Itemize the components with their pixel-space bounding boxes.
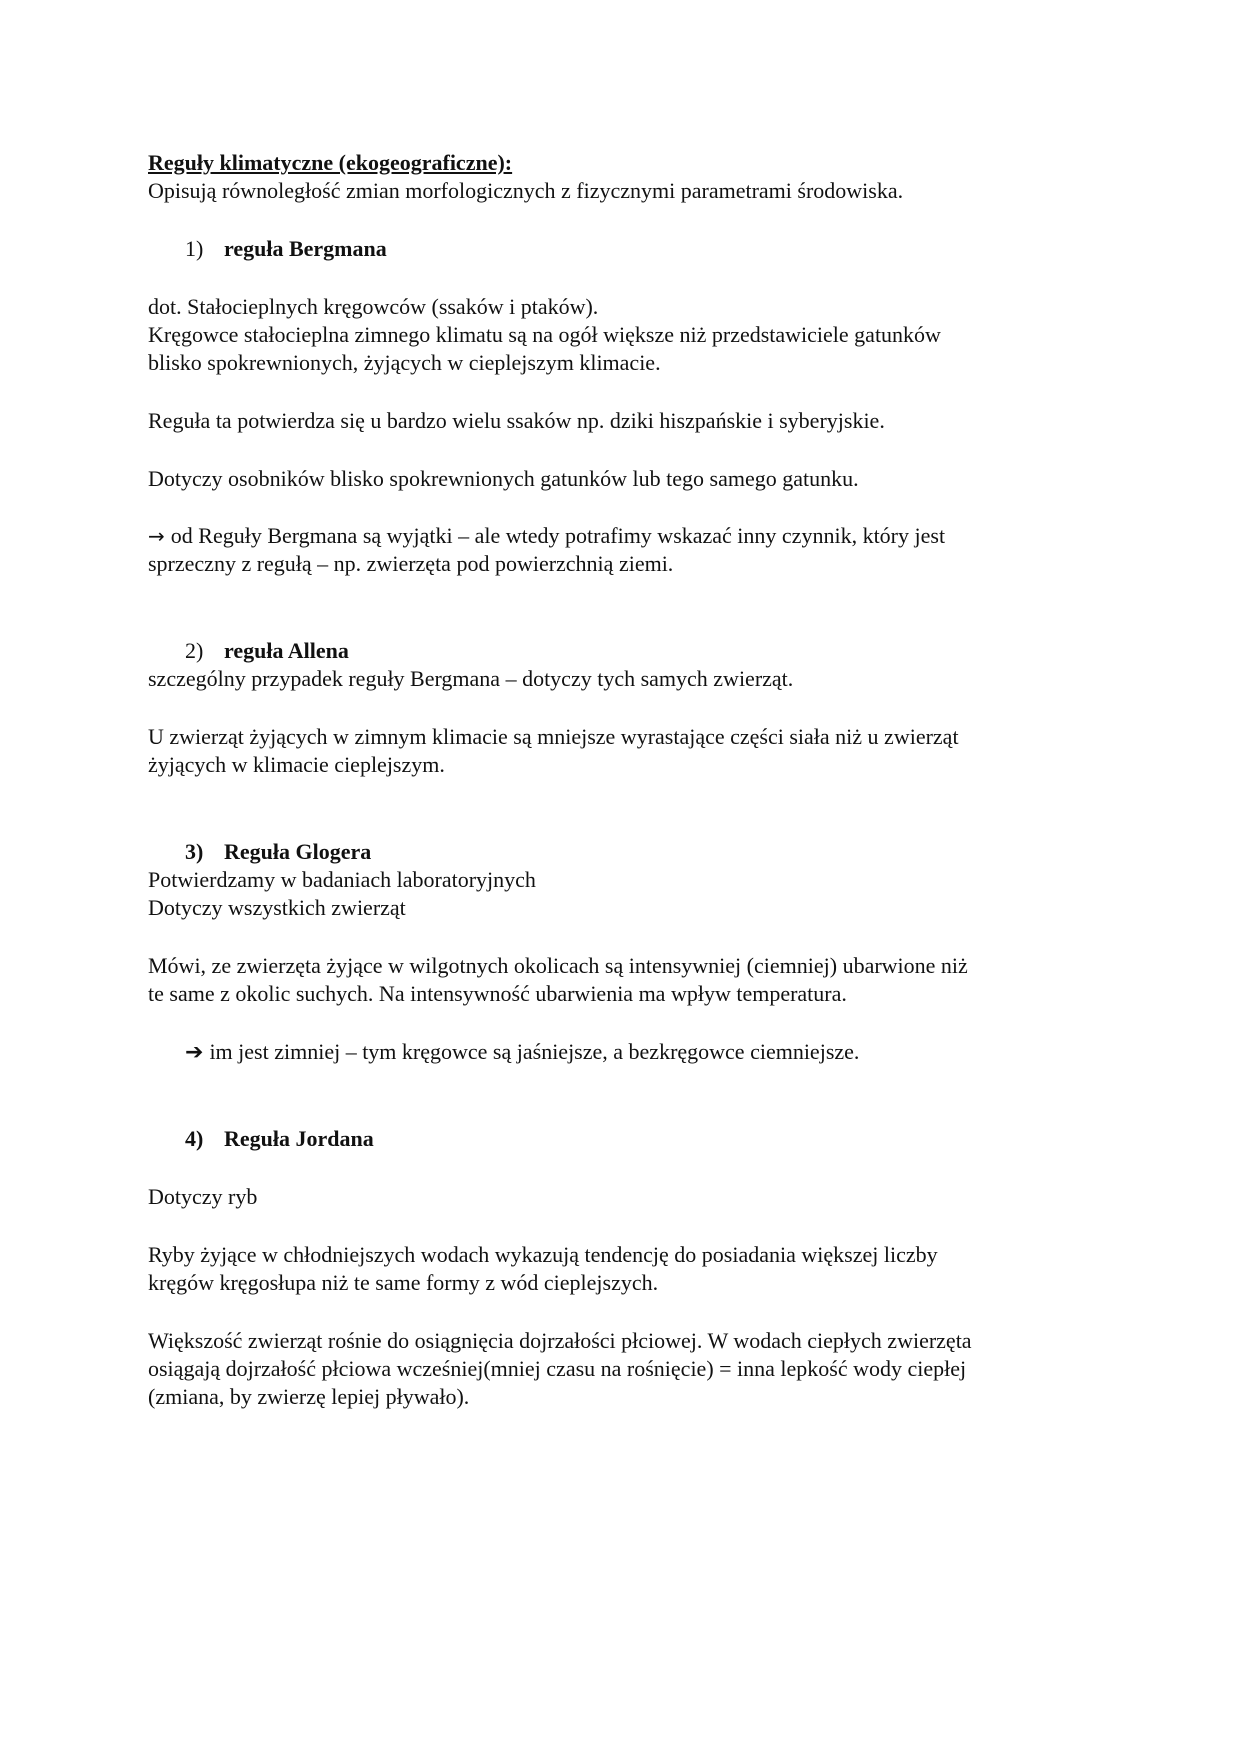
section-3-line: Dotyczy wszystkich zwierząt: [148, 895, 406, 920]
section-2-line: U zwierząt żyjących w zimnym klimacie są mniejsze wyrastające części siała niż u zwierząt: [148, 724, 959, 749]
section-4-line: Dotyczy ryb: [148, 1184, 258, 1209]
document-title: Reguły klimatyczne (ekogeograficzne):: [148, 150, 513, 175]
section-1-arrow-line: [148, 521, 945, 551]
arrow-right-icon: →: [148, 524, 165, 548]
section-1-line: dot. Stałocieplnych kręgowców (ssaków i ptaków).: [148, 294, 599, 319]
section-1-line: blisko spokrewnionych, żyjących w cieplejszym klimacie.: [148, 350, 661, 375]
section-3-heading: Reguła Glogera: [224, 839, 372, 864]
section-1-line: Reguła ta potwierdza się u bardzo wielu ssaków np. dziki hiszpańskie i syberyjskie.: [148, 408, 885, 433]
section-4-heading: Reguła Jordana: [224, 1126, 374, 1151]
section-4-line: Ryby żyjące w chłodniejszych wodach wykazują tendencję do posiadania większej liczby: [148, 1242, 938, 1267]
section-3-number: 3): [185, 839, 204, 864]
section-2-line: żyjących w klimacie cieplejszym.: [148, 752, 445, 777]
section-4-line: Większość zwierząt rośnie do osiągnięcia dojrzałości płciowej. W wodach ciepłych zwierzęta: [148, 1328, 972, 1353]
heavy-arrow-right-icon: ➔: [185, 1040, 204, 1065]
section-4-line: (zmiana, by zwierzę lepiej pływało).: [148, 1384, 470, 1409]
section-4-line: osiągają dojrzałość płciowa wcześniej(mniej czasu na rośnięcie) = inna lepkość wody ciepłej: [148, 1356, 967, 1381]
section-3-line: Mówi, ze zwierzęta żyjące w wilgotnych okolicach są intensywniej (ciemniej) ubarwione niż: [148, 953, 968, 978]
section-3-line: im jest zimniej – tym kręgowce są jaśniejsze, a bezkręgowce ciemniejsze.: [209, 1039, 860, 1064]
section-2-number: 2): [185, 638, 204, 663]
section-3-arrow-line: [185, 1037, 859, 1067]
section-4-line: kręgów kręgosłupa niż te same formy z wód cieplejszych.: [148, 1270, 659, 1295]
section-1-line: Kręgowce stałocieplna zimnego klimatu są na ogół większe niż przedstawiciele gatunków: [148, 322, 941, 347]
section-1-line: Dotyczy osobników blisko spokrewnionych gatunków lub tego samego gatunku.: [148, 466, 859, 491]
document-intro: Opisują równoległość zmian morfologicznych z fizycznymi parametrami środowiska.: [148, 178, 904, 203]
section-4-number: 4): [185, 1126, 204, 1151]
section-1-heading: reguła Bergmana: [224, 236, 387, 261]
section-3-line: Potwierdzamy w badaniach laboratoryjnych: [148, 867, 536, 892]
section-1-line: od Reguły Bergmana są wyjątki – ale wtedy potrafimy wskazać inny czynnik, który jest: [170, 523, 946, 548]
section-1-line: sprzeczny z regułą – np. zwierzęta pod powierzchnią ziemi.: [148, 551, 674, 576]
section-1-number: 1): [185, 236, 204, 261]
section-2-line: szczególny przypadek reguły Bergmana – dotyczy tych samych zwierząt.: [148, 666, 794, 691]
section-3-line: te same z okolic suchych. Na intensywność ubarwienia ma wpływ temperatura.: [148, 981, 847, 1006]
section-2-heading: reguła Allena: [224, 638, 349, 663]
